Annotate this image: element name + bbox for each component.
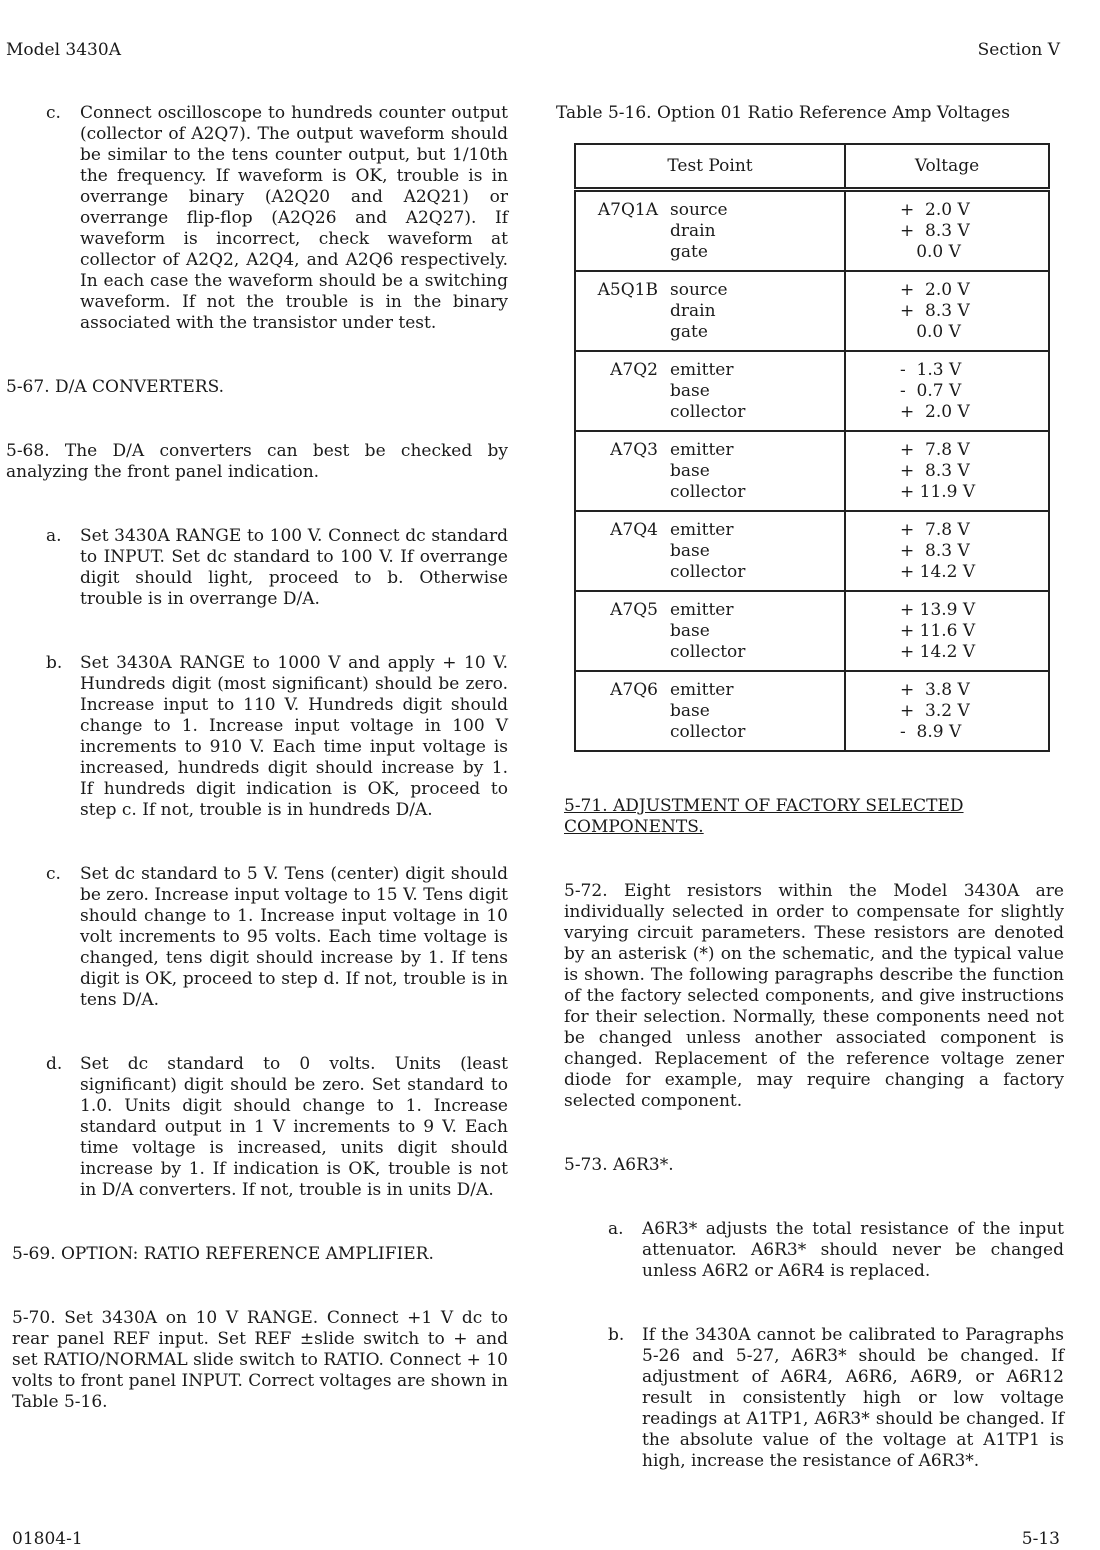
component-id: A7Q2 [610,360,658,380]
table-row [575,190,1049,272]
component-id: A7Q4 [610,520,658,540]
table-row [575,351,1049,431]
step-d-units-digit [6,1054,508,1201]
voltage-values: + 13.9 V + 11.6 V + 14.2 V [900,600,976,662]
step-c-tens-digit [6,864,508,1011]
terminal-names: emitter base collector [670,520,746,582]
terminal-names: emitter base collector [670,600,746,662]
terminal-names: source drain gate [670,280,728,342]
component-id: A7Q1A [597,200,658,220]
step-b-range-1000 [6,653,508,821]
left-column [6,103,508,1413]
paragraph-5-68: 5-68. The D/A converters can best be checked by analyzing the front panel indication. [6,441,508,482]
paragraph-5-70: 5-70. Set 3430A on 10 V RANGE. Connect +1 V dc to rear panel REF input. Set REF ±slide switch to + and set RATIO/NORMAL slide switch to RATIO. Connect + 10 volts to front panel INPUT. Correct voltages are shown in Table 5-16. [12,1308,508,1412]
step-label: c. [46,864,61,884]
paragraph-5-72: 5-72. Eight resistors within the Model 3430A are individually selected in order to compensate for slightly varying circuit parameters. These resistors are denoted by an asterisk (*) on the schematic, and the typical value is shown. The following paragraphs describe the function of the factory selected components, and give instructions for their selection. Normally, these components need not be changed unless another associated component is changed. Replacement of the reference voltage zener diode for example, may require changing a factory selected component. [564,881,1064,1111]
table-row [575,511,1049,591]
step-c-oscilloscope [6,103,508,334]
voltage-values: + 7.8 V + 8.3 V + 14.2 V [900,520,976,582]
step-a-range-100 [6,526,508,610]
component-id: A7Q5 [610,600,658,620]
step-label: a. [46,526,62,546]
terminal-names: source drain gate [670,200,728,262]
voltage-values: + 2.0 V + 8.3 V 0.0 V [900,200,970,262]
header-model: Model 3430A [6,40,121,60]
right-column [556,796,1064,1472]
terminal-names: emitter base collector [670,440,746,502]
footer-document-number: 01804-1 [12,1529,83,1549]
component-id: A5Q1B [597,280,658,300]
step-text: A6R3* adjusts the total resistance of the input attenuator. A6R3* should never be changed unless A6R2 or A6R4 is replaced. [642,1219,1064,1281]
step-b-a6r3 [556,1325,1064,1472]
footer-page-number: 5-13 [1021,1529,1060,1549]
step-text: If the 3430A cannot be calibrated to Paragraphs 5-26 and 5-27, A6R3* should be changed. If adjustment of A6R4, A6R6, A6R9, or A6R12 result in consistently high or low voltage readings at A1TP1, A6R3* should be changed. If the absolute value of the voltage at A1TP1 is high, increase the resistance of A6R3*. [642,1325,1064,1471]
step-a-a6r3 [556,1219,1064,1282]
step-label: d. [46,1054,63,1074]
table-row [575,671,1049,751]
voltage-values: + 2.0 V + 8.3 V 0.0 V [900,280,970,342]
table-row [575,271,1049,351]
table-caption: Table 5-16. Option 01 Ratio Reference Amp Voltages [556,103,1010,123]
column-header-voltage: Voltage [845,144,1049,190]
terminal-names: emitter base collector [670,680,746,742]
step-label: a. [608,1219,624,1239]
component-id: A7Q3 [610,440,658,460]
section-heading-5-71: 5-71. ADJUSTMENT OF FACTORY SELECTED COMPONENTS. [564,796,964,837]
voltage-values: - 1.3 V - 0.7 V + 2.0 V [900,360,970,422]
table-row [575,591,1049,671]
step-text: Set dc standard to 5 V. Tens (center) digit should be zero. Increase input voltage to 15 V. Tens digit should change to 1. Increase input voltage in 10 volt increments to 95 volts. Each time voltage is changed, tens digit should increase by 1. If tens digit is OK, proceed to step d. If not, trouble is in tens D/A. [80,864,508,1010]
section-heading-5-73: 5-73. A6R3*. [564,1155,674,1175]
step-text: Connect oscilloscope to hundreds counter output (collector of A2Q7). The output waveform should be similar to the tens counter output, but 1/10th the frequency. If waveform is OK, trouble is in overrange binary (A2Q20 and A2Q21) or overrange flip-flop (A2Q26 and A2Q27). If waveform is incorrect, check waveform at collector of A2Q2, A2Q4, and A2Q6 respectively. In each case the waveform should be a switching waveform. If not the trouble is in the binary associated with the transistor under test. [80,103,508,333]
voltage-values: + 7.8 V + 8.3 V + 11.9 V [900,440,976,502]
step-label: b. [608,1325,625,1345]
table-row [575,431,1049,511]
header-section: Section V [977,40,1060,60]
voltage-table [574,143,1050,752]
step-label: c. [46,103,61,123]
section-heading-5-69: 5-69. OPTION: RATIO REFERENCE AMPLIFIER. [12,1244,434,1264]
column-header-test-point: Test Point [575,144,845,190]
step-label: b. [46,653,63,673]
terminal-names: emitter base collector [670,360,746,422]
step-text: Set dc standard to 0 volts. Units (least significant) digit should be zero. Set standard to 1.0. Units digit should change to 1. Increase standard output in 1 V increments to 9 V. Each time voltage is increased, units digit should increase by 1. If indication is OK, trouble is not in D/A converters. If not, trouble is in units D/A. [80,1054,508,1200]
section-heading-5-67: 5-67. D/A CONVERTERS. [6,377,225,397]
step-text: Set 3430A RANGE to 1000 V and apply + 10 V. Hundreds digit (most significant) should be zero. Increase input to 110 V. Hundreds digit should change to 1. Increase input voltage in 100 V increments to 910 V. Each time input voltage is increased, hundreds digit should increase by 1. If hundreds digit indication is OK, proceed to step c. If not, trouble is in hundreds D/A. [80,653,508,820]
step-text: Set 3430A RANGE to 100 V. Connect dc standard to INPUT. Set dc standard to 100 V. If overrange digit should light, proceed to b. Otherwise trouble is in overrange D/A. [80,526,508,609]
voltage-values: + 3.8 V + 3.2 V - 8.9 V [900,680,970,742]
component-id: A7Q6 [610,680,658,700]
